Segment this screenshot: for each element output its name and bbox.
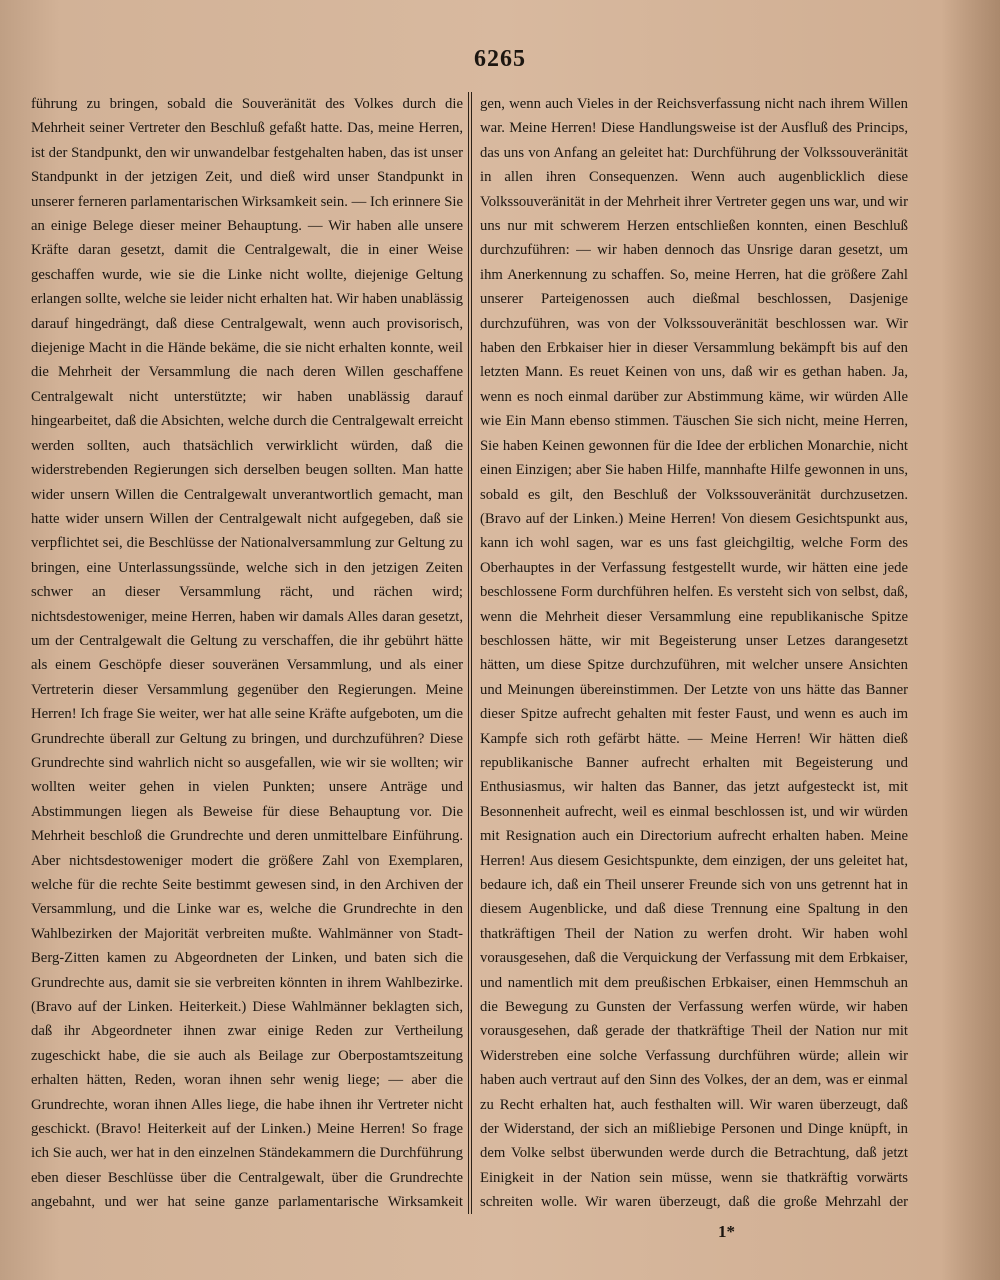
right-column [480,92,908,1214]
page-number: 6265 [474,46,526,72]
sheet-signature: 1* [718,1222,735,1241]
column-divider [468,92,472,1214]
right-column-text: gen, wenn auch Vieles in der Reichsverfassung nicht nach ihrem Willen war. Meine Herren! Diese Handlungsweise ist der Ausfluß des Princips, das uns von Anfang an geleitet hat: Durchführung der Volkssouveränität in allen ihren Consequenzen. Wenn auch augenblicklich diese Volkssouveränität in der Mehrheit ihrer Vertreter gegen uns war, und wir uns nur mit schwerem Herzen entschließen konnten, einen Beschluß durchzuführen: — wir haben dennoch das Unsrige daran gesetzt, um ihm Anerkennung zu schaffen. So, meine Herren, hat die größere Zahl unserer Parteigenossen auch dießmal beschlossen, Dasjenige durchzuführen, was von der Volkssouveränität beschlossen war. Wir haben den Erbkaiser hier in dieser Versammlung bekämpft bis auf den letzten Mann. Es reuet Keinen von uns, daß wir es gethan haben. Ja, wenn es noch einmal darüber zur Abstimmung käme, wir würden Alle wie Ein Mann ebenso stimmen. Täuschen Sie sich nicht, meine Herren, Sie haben Keinen gewonnen für die Idee der erblichen Monarchie, nicht einen Einzigen; aber Sie haben Hilfe, mannhafte Hilfe gewonnen in uns, sobald es gilt, den Beschluß der Volkssouveränität durchzusetzen. (Bravo auf der Linken.) Meine Herren! Von diesem Gesichtspunkt aus, kann ich wohl sagen, war es uns fast gleichgiltig, welche Form des Oberhauptes in der Verfassung festgestellt wurde, wir hätten eine jede beschlossene Form durchführen helfen. Es versteht sich von selbst, daß, wenn die Mehrheit dieser Versammlung eine republikanische Spitze beschlossen hätte, wir mit Begeisterung unser Letzes darangesetzt hätten, um diese Spitze durchzuführen, mit welcher unsere Ansichten und Meinungen übereinstimmen. Der Letzte von uns hätte das Banner dieser Spitze aufrecht gehalten mit fester Faust, und wenn es auch im Kampfe sich roth gefärbt hätte. — Meine Herren! Wir hätten dieß republikanische Banner aufrecht erhalten mit Begeisterung und Enthusiasmus, wir halten das Banner, das jetzt aufgesteckt ist, mit Besonnenheit aufrecht, weil es einmal beschlossen ist, und wir würden mit Resignation auch ein Directorium aufrecht erhalten haben. Meine Herren! Aus diesem Gesichtspunkte, dem einzigen, der uns geleitet hat, bedaure ich, daß ein Theil unserer Freunde sich von uns getrennt hat in diesem Augenblicke, und daß diese Trennung eine Spaltung in den thatkräftigen Theil der Nation zu werfen droht. Wir haben wohl vorausgesehen, daß die Verquickung der Verfassung mit dem Erbkaiser, und namentlich mit dem preußischen Erbkaiser, einen Hemmschuh an die Bewegung zu Gunsten der Verfassung werfen würde, wir haben vorausgesehen, daß gerade der thatkräftige Theil der Nation nur mit Widerstreben eine solche Verfassung durchführen würde; allein wir haben auch vertraut auf den Sinn des Volkes, der an dem, was er einmal zu Recht erhalten hat, auch festhalten will. Wir waren überzeugt, daß der Widerstand, der sich an mißliebige Personen und Dinge knüpft, in dem Volke selbst überwunden werde durch die Betrachtung, daß jetzt Einigkeit in der Nation sein müsse, wenn sie thatkräftig vorwärts schreiten wolle. Wir waren überzeugt, daß die große Mehrzahl der [480,96,908,1211]
page-edge-shadow [942,0,1000,1280]
left-column [31,92,463,1214]
left-column-text: führung zu bringen, sobald die Souveränität des Volkes durch die Mehrheit seiner Vertreter den Beschluß gefaßt hatte. Das, meine Herren, ist der Standpunkt, den wir unwandelbar festgehalten haben, das ist unser Standpunkt in der jetzigen Zeit, und dieß wird unser Standpunkt in unserer ferneren parlamentarischen Wirksamkeit sein. — Ich erinnere Sie an einige Belege dieser meiner Behauptung. — Wir haben alle unsere Kräfte daran gesetzt, damit die Centralgewalt, die in einer Weise geschaffen wurde, wie sie die Linke nicht wollte, diejenige Geltung erlangen sollte, welche sie leider nicht erhalten hat. Wir haben unablässig darauf hingedrängt, daß diese Centralgewalt, wenn auch provisorisch, diejenige Macht in die Hände bekäme, die sie nicht erhalten konnte, weil die Mehrheit der Versammlung die nach deren Willen geschaffene Centralgewalt nicht unterstützte; wir haben unablässig darauf hingearbeitet, daß die Absichten, welche durch die Centralgewalt erreicht werden sollten, auch thatsächlich verwirklicht würden, daß die widerstrebenden Regierungen sich derselben beugen sollten. Man hatte wider unsern Willen die Centralgewalt unverantwortlich gemacht, man hatte wider unsern Willen der Centralgewalt nicht aufgegeben, daß sie verpflichtet sei, die Beschlüsse der Nationalversammlung zur Geltung zu bringen, eine Unterlassungssünde, welche sich in den jetzigen Zeiten schwer an dieser Versammlung rächt, und rächen wird; nichtsdestoweniger, meine Herren, haben wir damals Alles daran gesetzt, um der Centralgewalt die Geltung zu verschaffen, die ihr gebührt hätte als einem Geschöpfe dieser souveränen Versammlung, und als einer Vertreterin dieser Versammlung gegenüber den Regierungen. Meine Herren! Ich frage Sie weiter, wer hat alle seine Kräfte aufgeboten, um die Grundrechte überall zur Geltung zu bringen, und durchzuführen? Diese Grundrechte sind wahrlich nicht so ausgefallen, wie wir sie wollten; wir wollten weiter gehen in vielen Punkten; unsere Anträge und Abstimmungen liegen als Beweise für diese Behauptung vor. Die Mehrheit beschloß die Grundrechte und deren unmittelbare Einführung. Aber nichtsdestoweniger modert die größere Zahl von Exemplaren, welche für die rechte Seite bestimmt gewesen sind, in den Archiven der Versammlung, und die Linke war es, welche die Grundrechte in den Wahlbezirken der Majorität verbreiten mußte. Wahlmänner von Stadt-Berg-Zitten kamen zu Abgeordneten der Linken, und baten sich die Grundrechte aus, damit sie sie verbreiten könnten in ihrem Wahlbezirke. (Bravo auf der Linken. Heiterkeit.) Diese Wahlmänner beklagten sich, daß ihr Abgeordneter ihnen zwar einige Reden zur Vertheilung zugeschickt habe, die sie auch als Beilage zur Oberpostamtszeitung erhalten hätten, Reden, woran ihnen sehr wenig liege; — aber die Grundrechte, woran ihnen Alles liege, die habe ihnen ihr Vertreter nicht geschickt. (Bravo! Heiterkeit auf der Linken.) Meine Herren! So frage ich Sie auch, wer hat in den einzelnen Ständekammern die Durchführung eben dieser Beschlüsse über die Centralgewalt, über die Grundrechte angebahnt, und wer hat seine ganze parlamentarische Wirksamkeit [31,96,463,1211]
